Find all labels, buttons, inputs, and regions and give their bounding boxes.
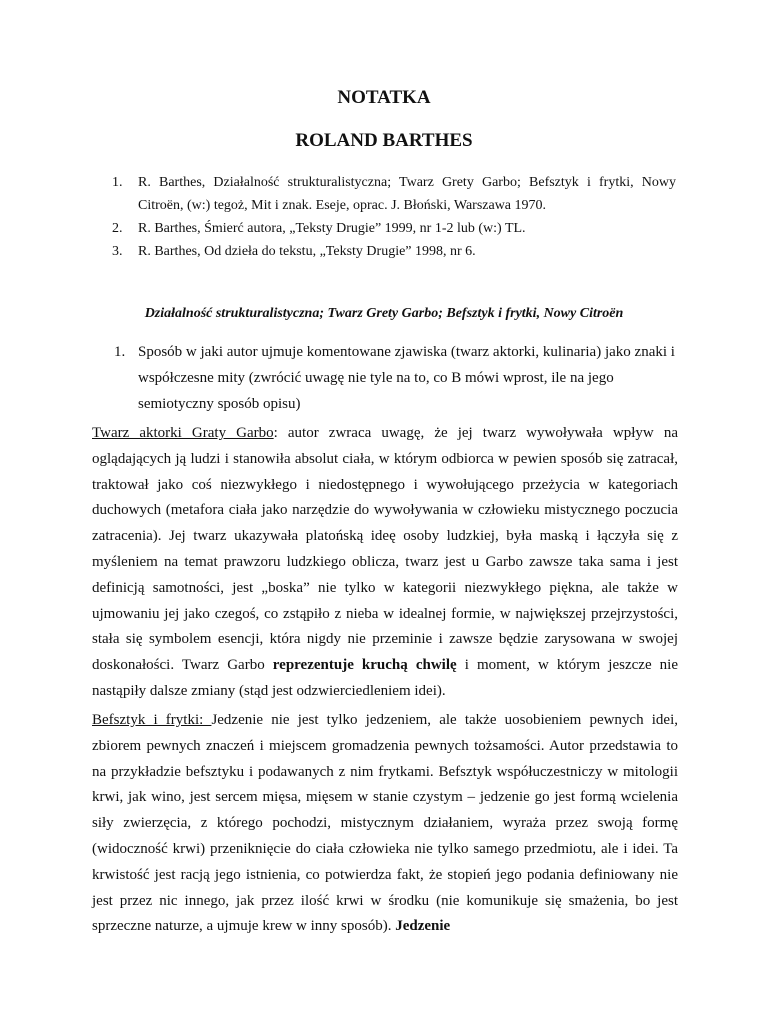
paragraph-lead: Befsztyk i frytki:: [92, 712, 212, 728]
page-title: NOTATKA: [337, 87, 431, 108]
paragraph-body-end: i moment, w którym jeszcze nie nastąpiły dalsze zmiany (stąd jest odzwierciedleniem idei).: [92, 657, 678, 699]
section-heading: Działalność strukturalistyczna; Twarz Grety Garbo; Befsztyk i frytki, Nowy Citroën: [144, 306, 624, 321]
reference-text: R. Barthes, Śmierć autora, „Teksty Drugie” 1999, nr 1-2 lub (w:) TL.: [138, 221, 526, 236]
reference-number: 2.: [112, 221, 123, 236]
reference-number: 1.: [112, 175, 123, 190]
reference-item: [112, 217, 676, 240]
reference-number: 3.: [112, 244, 123, 259]
reference-item: [112, 171, 676, 217]
reference-item: [112, 240, 676, 263]
paragraph-garbo: [92, 421, 678, 705]
point-number: 1.: [114, 344, 126, 360]
paragraph-emphasis: Jedzenie: [395, 918, 451, 935]
reference-text: R. Barthes, Działalność strukturalistyczna; Twarz Grety Garbo; Befsztyk i frytki, Nowy Citroën, (w:) tegoż, Mit i znak. Eseje, oprac. J. Błoński, Warszawa 1970.: [138, 175, 676, 213]
paragraph-befsztyk: [92, 708, 678, 940]
reference-list: [112, 171, 676, 263]
paragraph-lead: Twarz aktorki Graty Garbo: [92, 425, 274, 441]
paragraph-body: Jedzenie nie jest tylko jedzeniem, ale także uosobieniem pewnych idei, zbiorem pewnych znaczeń i miejscem gromadzenia pewnych tożsamości. Autor przedstawia to na przykładzie befsztyku i podawanych z nim frytkami. Befsztyk współuczestniczy w mitologii krwi, jak wino, jest sercem mięsa, mięsem w stanie czystym – jedzenie go jest formą wcielenia siły zwierzęcia, z którego pochodzi, mistycznym działaniem, wyraża przez swoją formę (widoczność krwi) przeniknięcie do ciała człowieka nie tylko samego przedmiotu, ale i idei. Ta krwistość jest racją jego istnienia, co potwierdza fakt, że stopień jego podania definiowany nie jest przez nic innego, jak przez ilość krwi w środku (nie komunikuje się smażenia, bo jest sprzeczne naturze, a ujmuje krew w inny sposób).: [92, 712, 678, 935]
paragraph-emphasis: reprezentuje kruchą chwilę: [272, 657, 457, 674]
numbered-point: [112, 339, 678, 417]
reference-text: R. Barthes, Od dzieła do tekstu, „Teksty Drugie” 1998, nr 6.: [138, 244, 476, 259]
page-subtitle: ROLAND BARTHES: [295, 130, 473, 151]
paragraph-body: : autor zwraca uwagę, że jej twarz wywoływała wpływ na oglądających ją ludzi i stanowiła absolut ciała, w którym odbiorca w pewien sposób się zatracał, traktował jako coś niezwykłego i niedostępnego i wywołującego przeżycia w kategoriach duchowych (metafora ciała jako narzędzie do wywoływania w człowieku mistycznego poczucia zatracenia). Jej twarz ukazywała platońską ideę osoby ludzkiej, była maską i łączyła się z myśleniem na temat prawzoru ludzkiego oblicza, twarz jest u Garbo zawsze taka sama i jest definicją samotności, jest „boska” nie tylko w kategorii niezwykłego piękna, ale także w ujmowaniu jej jako czegoś, co zstąpiło z nieba w idealnej formie, w największej przejrzystości, stała się symbolem esencji, która nigdy nie przeminie i zawsze będzie zarysowana w swojej doskonałości. Twarz Garbo: [92, 425, 678, 674]
point-text: Sposób w jaki autor ujmuje komentowane zjawiska (twarz aktorki, kulinaria) jako znaki i współczesne mity (zwrócić uwagę nie tyle na to, co B mówi wprost, ile na jego semiotyczny sposób opisu): [138, 344, 675, 412]
